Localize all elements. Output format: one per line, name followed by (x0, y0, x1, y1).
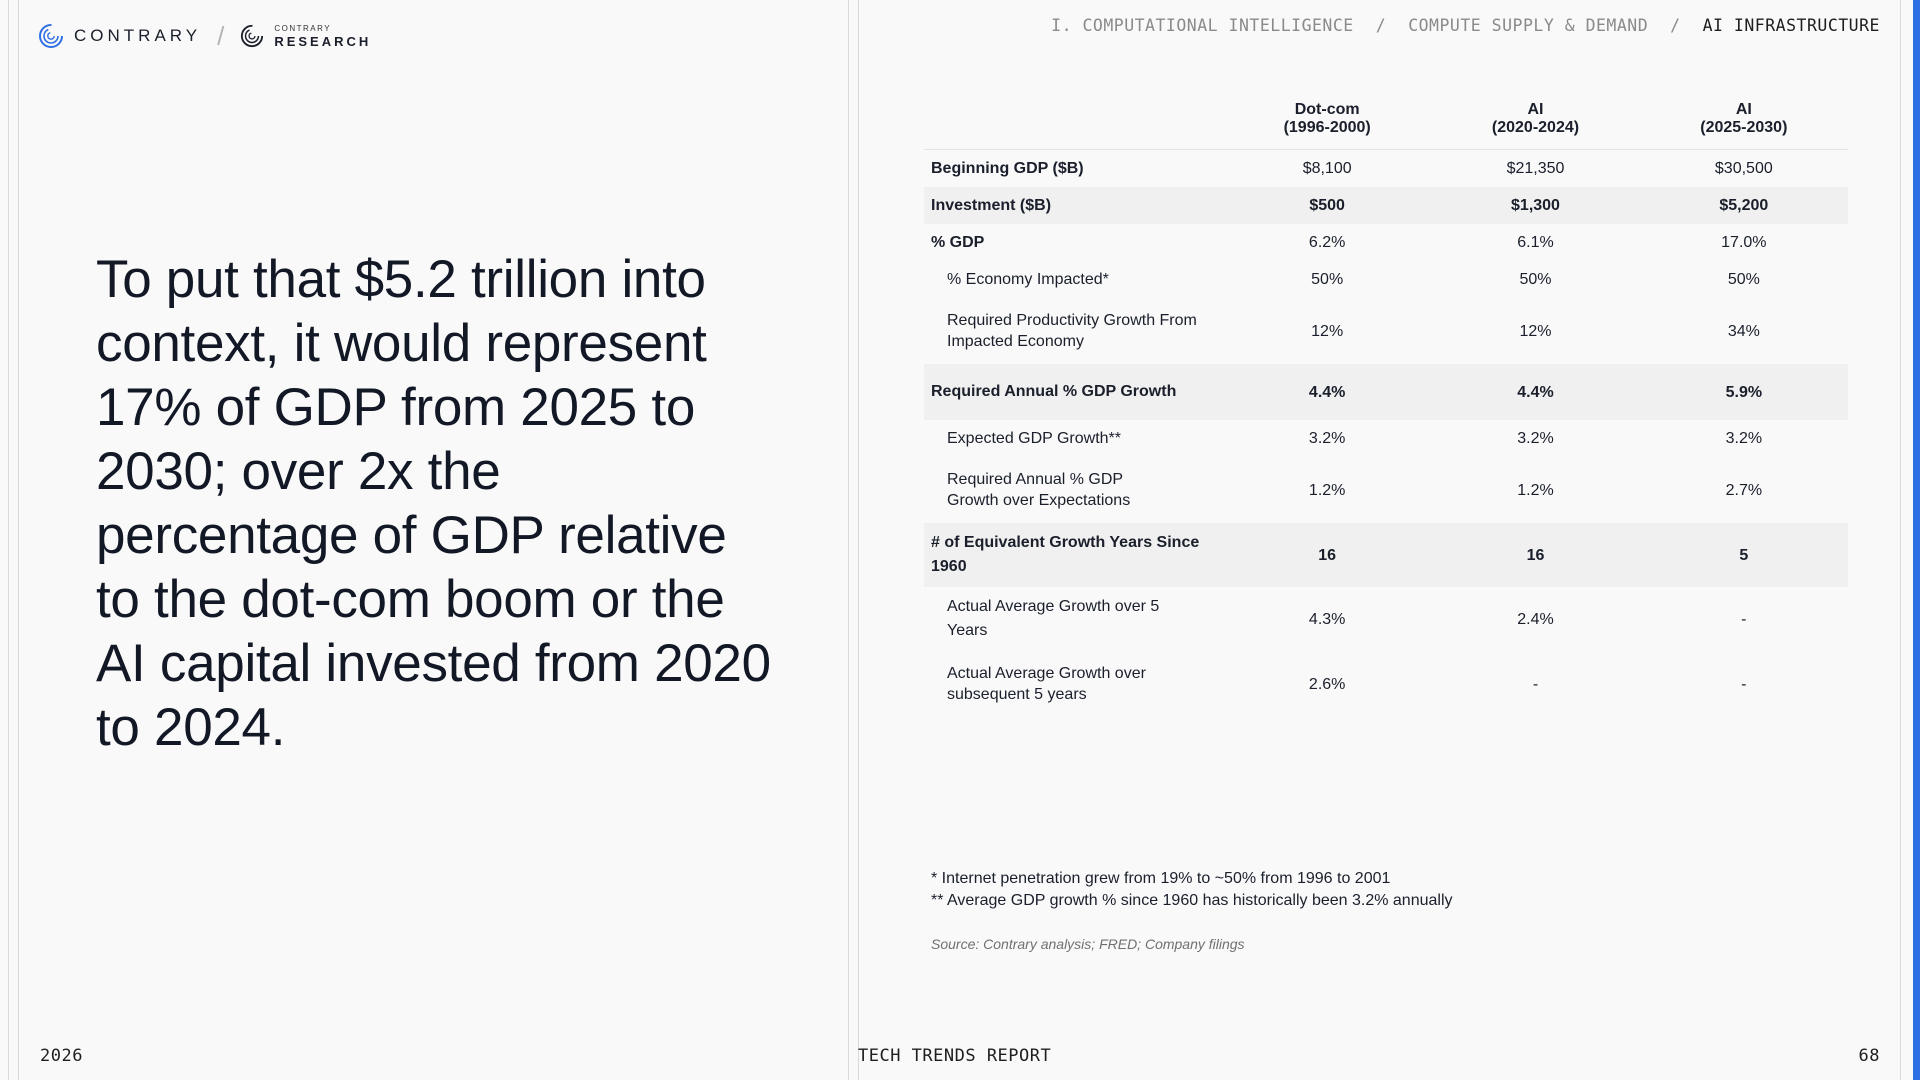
breadcrumb-ai-infrastructure[interactable]: AI INFRASTRUCTURE (1702, 16, 1880, 35)
column-header-line: AI (1527, 101, 1544, 118)
breadcrumb (1051, 16, 1880, 35)
row-label: Required Productivity Growth From Impacted Economy (947, 312, 1197, 350)
cell-value: - (1532, 675, 1539, 693)
cell-value: 2.6% (1308, 675, 1346, 693)
cell-value: 2.4% (1517, 610, 1554, 628)
row-label: Beginning GDP ($B) (931, 160, 1084, 177)
column-header-ai-2025 (1640, 98, 1848, 150)
research-small-label: CONTRARY (274, 23, 332, 33)
cell-value: $21,350 (1506, 160, 1565, 177)
cell-value: 12% (1519, 322, 1552, 340)
right-margin-rule (1900, 0, 1901, 1080)
cell-value: 2.7% (1725, 481, 1763, 499)
brand-separator: / (217, 20, 225, 51)
cell-value: 50% (1519, 271, 1552, 288)
cell-value: 16 (1223, 523, 1431, 587)
row-label: Expected GDP Growth** (947, 430, 1122, 447)
left-margin-rule (8, 0, 9, 1080)
cell-value: $30,500 (1714, 160, 1773, 177)
contrary-logo-icon (38, 23, 64, 49)
page-number: 68 (1858, 1046, 1880, 1066)
table-row (924, 420, 1848, 457)
cell-value: 3.2% (1725, 430, 1763, 447)
research-logo-icon (240, 24, 264, 48)
table-row (924, 651, 1848, 717)
source-note: Source: Contrary analysis; FRED; Company filings (931, 936, 1245, 952)
cell-value: 50% (1311, 271, 1344, 288)
footer-year: 2026 (40, 1046, 83, 1066)
table-row (924, 150, 1848, 188)
cell-value: $8,100 (1302, 160, 1352, 177)
cell-value: 3.2% (1517, 430, 1554, 447)
row-label: Actual Average Growth over 5 Years (947, 598, 1160, 639)
cell-value: 12% (1311, 322, 1344, 340)
cell-value: $500 (1223, 187, 1431, 224)
row-label: Required Annual % GDP Growth over Expectations (947, 471, 1131, 509)
cell-value: 16 (1431, 523, 1639, 587)
column-header-line: (2025-2030) (1700, 119, 1788, 136)
center-divider (848, 0, 849, 1080)
cell-value: $1,300 (1431, 187, 1639, 224)
left-margin-rule-2 (18, 0, 19, 1080)
header-blank (924, 98, 1223, 150)
breadcrumb-separator: / (1375, 16, 1387, 35)
cell-value: 4.3% (1308, 610, 1346, 628)
breadcrumb-computational-intelligence[interactable]: I. COMPUTATIONAL INTELLIGENCE (1051, 16, 1354, 35)
row-label: Required Annual % GDP Growth (924, 364, 1223, 420)
row-label: # of Equivalent Growth Years Since 1960 (924, 523, 1223, 587)
table-header-row (924, 98, 1848, 150)
cell-value: 4.4% (1223, 364, 1431, 420)
headline-quote: To put that $5.2 trillion into context, it would represent 17% of GDP from 2025 to 2030; over 2x the percentage of GDP relative to the dot-com boom or the AI capital invested from 2020 to 2024. (96, 250, 771, 757)
cell-value: 3.2% (1308, 430, 1346, 447)
column-header-line: (1996-2000) (1283, 119, 1371, 136)
brand[interactable] (38, 20, 371, 52)
table-row (924, 187, 1848, 224)
cell-value: 1.2% (1308, 481, 1346, 499)
cell-value: 4.4% (1431, 364, 1639, 420)
research-wordmark (274, 25, 371, 48)
accent-bar (1913, 0, 1920, 1080)
cell-value: 6.1% (1517, 234, 1554, 251)
footnotes (931, 868, 1453, 912)
column-header-line: Dot-com (1294, 101, 1360, 118)
cell-value: $5,200 (1640, 187, 1848, 224)
column-header-line: (2020-2024) (1491, 119, 1580, 136)
brand-name: CONTRARY (74, 26, 202, 45)
breadcrumb-compute-supply-demand[interactable]: COMPUTE SUPPLY & DEMAND (1408, 16, 1649, 35)
table-row (924, 587, 1848, 651)
gdp-comparison-table (924, 98, 1848, 717)
cell-value: 1.2% (1517, 481, 1554, 499)
cell-value: 34% (1727, 322, 1760, 340)
cell-value: 5.9% (1640, 364, 1848, 420)
row-label: % Economy Impacted* (947, 271, 1109, 288)
research-label: RESEARCH (274, 33, 372, 49)
cell-value: 50% (1727, 271, 1760, 288)
center-divider-2 (858, 0, 859, 1080)
table-row (924, 261, 1848, 298)
footnote: * Internet penetration grew from 19% to ~50% from 1996 to 2001 (931, 870, 1391, 887)
table-row (924, 523, 1848, 587)
cell-value: 6.2% (1308, 234, 1346, 251)
table-row (924, 364, 1848, 420)
cell-value: - (1741, 675, 1747, 693)
row-label: % GDP (931, 234, 985, 251)
column-header-dotcom (1223, 98, 1431, 150)
cell-value: 17.0% (1721, 234, 1767, 251)
column-header-line: AI (1735, 101, 1752, 118)
cell-value: 5 (1640, 523, 1848, 587)
row-label: Actual Average Growth over subsequent 5 years (947, 665, 1146, 703)
row-label: Investment ($B) (924, 187, 1223, 224)
table-row (924, 298, 1848, 364)
breadcrumb-separator: / (1670, 16, 1681, 35)
column-header-ai-2020 (1431, 98, 1639, 150)
table-row (924, 457, 1848, 523)
cell-value: - (1741, 610, 1747, 628)
table-row (924, 224, 1848, 261)
footer-report-title: TECH TRENDS REPORT (858, 1046, 1052, 1066)
footnote: ** Average GDP growth % since 1960 has historically been 3.2% annually (931, 892, 1453, 909)
